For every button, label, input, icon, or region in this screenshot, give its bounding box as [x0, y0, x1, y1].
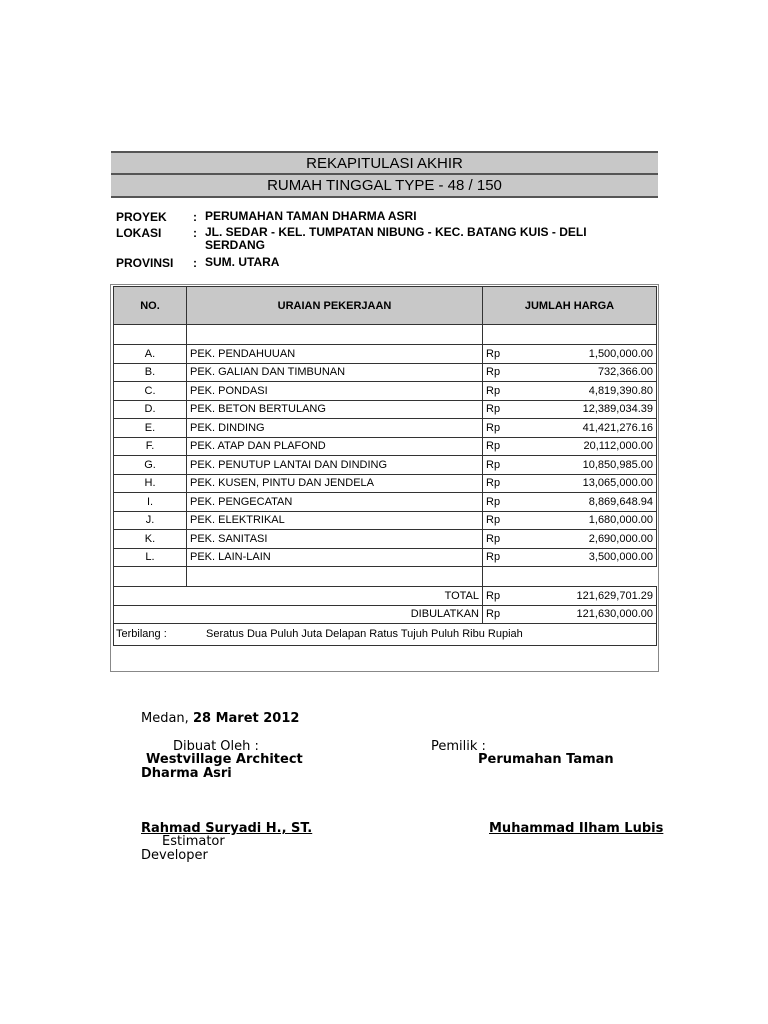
row-no: B.: [114, 363, 187, 382]
table-row: [114, 493, 657, 512]
row-no: K.: [114, 530, 187, 549]
terbilang-value: Seratus Dua Puluh Juta Delapan Ratus Tujuh Puluh Ribu Rupiah: [206, 628, 523, 640]
document-title: REKAPITULASI AKHIR: [111, 151, 658, 174]
table-row: [114, 345, 657, 364]
place: Medan,: [141, 711, 189, 726]
dibulatkan-label: DIBULATKAN: [114, 605, 483, 624]
row-currency: Rp: [483, 474, 513, 493]
total-row: [114, 587, 657, 606]
row-uraian: PEK. DINDING: [187, 419, 483, 438]
row-currency: Rp: [483, 493, 513, 512]
table-row: [114, 382, 657, 401]
row-uraian: PEK. ELEKTRIKAL: [187, 511, 483, 530]
col-header-harga: JUMLAH HARGA: [483, 287, 657, 325]
row-no: L.: [114, 548, 187, 567]
row-no: I.: [114, 493, 187, 512]
table-row: [114, 437, 657, 456]
row-harga: 12,389,034.39: [513, 400, 657, 419]
table-row: [114, 456, 657, 475]
row-uraian: PEK. KUSEN, PINTU DAN JENDELA: [187, 474, 483, 493]
table-spacer-row: [114, 567, 657, 587]
provinsi-colon: :: [193, 256, 197, 270]
row-currency: Rp: [483, 548, 513, 567]
row-harga: 1,500,000.00: [513, 345, 657, 364]
row-currency: Rp: [483, 437, 513, 456]
table-row: [114, 400, 657, 419]
row-harga: 41,421,276.16: [513, 419, 657, 438]
lokasi-colon: :: [193, 226, 197, 240]
row-no: H.: [114, 474, 187, 493]
row-uraian: PEK. LAIN-LAIN: [187, 548, 483, 567]
pemilik-label: Pemilik :: [431, 739, 486, 754]
provinsi-label: PROVINSI: [116, 256, 174, 270]
row-harga: 4,819,390.80: [513, 382, 657, 401]
pemilik-name: Muhammad Ilham Lubis: [489, 821, 664, 836]
row-harga: 13,065,000.00: [513, 474, 657, 493]
row-uraian: PEK. PENGECATAN: [187, 493, 483, 512]
total-value: 121,629,701.29: [513, 587, 657, 606]
document-subtitle: RUMAH TINGGAL TYPE - 48 / 150: [111, 173, 658, 198]
row-uraian: PEK. SANITASI: [187, 530, 483, 549]
pemilik-company: Perumahan Taman: [478, 752, 614, 767]
row-currency: Rp: [483, 419, 513, 438]
terbilang-label: Terbilang :: [116, 628, 167, 640]
row-uraian: PEK. PONDASI: [187, 382, 483, 401]
signature-place-date: [141, 711, 299, 726]
proyek-label: PROYEK: [116, 210, 167, 224]
row-no: A.: [114, 345, 187, 364]
row-uraian: PEK. GALIAN DAN TIMBUNAN: [187, 363, 483, 382]
row-uraian: PEK. BETON BERTULANG: [187, 400, 483, 419]
row-no: J.: [114, 511, 187, 530]
dibulatkan-value: 121,630,000.00: [513, 605, 657, 624]
lokasi-value: JL. SEDAR - KEL. TUMPATAN NIBUNG - KEC. BATANG KUIS - DELI SERDANG: [205, 225, 587, 252]
dibuat-name: Rahmad Suryadi H., ST.: [141, 821, 313, 836]
terbilang-box: [113, 624, 657, 646]
table-row: [114, 363, 657, 382]
row-no: F.: [114, 437, 187, 456]
total-currency: Rp: [483, 587, 513, 606]
total-label: TOTAL: [114, 587, 483, 606]
row-currency: Rp: [483, 382, 513, 401]
row-harga: 20,112,000.00: [513, 437, 657, 456]
pemilik-role: Developer: [141, 848, 208, 863]
row-harga: 3,500,000.00: [513, 548, 657, 567]
row-currency: Rp: [483, 345, 513, 364]
dibulatkan-currency: Rp: [483, 605, 513, 624]
row-currency: Rp: [483, 530, 513, 549]
row-harga: 10,850,985.00: [513, 456, 657, 475]
table-row: [114, 419, 657, 438]
dibuat-role: Estimator: [162, 834, 225, 849]
row-currency: Rp: [483, 456, 513, 475]
table-spacer-row: [114, 325, 657, 345]
row-currency: Rp: [483, 363, 513, 382]
row-currency: Rp: [483, 400, 513, 419]
date: 28 Maret 2012: [192, 711, 300, 726]
table-header-row: [114, 287, 657, 325]
row-currency: Rp: [483, 511, 513, 530]
row-uraian: PEK. PENDAHUUAN: [187, 345, 483, 364]
row-no: C.: [114, 382, 187, 401]
dibuat-company-line2: Dharma Asri: [141, 766, 232, 781]
row-no: G.: [114, 456, 187, 475]
dibulatkan-row: [114, 605, 657, 624]
dibuat-label: Dibuat Oleh :: [173, 739, 259, 754]
proyek-value: PERUMAHAN TAMAN DHARMA ASRI: [205, 209, 417, 223]
provinsi-value: SUM. UTARA: [205, 255, 280, 269]
row-harga: 732,366.00: [513, 363, 657, 382]
col-header-no: NO.: [114, 287, 187, 325]
col-header-uraian: URAIAN PEKERJAAN: [187, 287, 483, 325]
row-uraian: PEK. PENUTUP LANTAI DAN DINDING: [187, 456, 483, 475]
table-row: [114, 474, 657, 493]
row-no: D.: [114, 400, 187, 419]
cost-table: [113, 286, 657, 624]
row-harga: 2,690,000.00: [513, 530, 657, 549]
table-row: [114, 511, 657, 530]
row-harga: 1,680,000.00: [513, 511, 657, 530]
row-no: E.: [114, 419, 187, 438]
lokasi-label: LOKASI: [116, 226, 162, 240]
table-row: [114, 548, 657, 567]
dibuat-company-line1: Westvillage Architect: [146, 752, 303, 767]
row-uraian: PEK. ATAP DAN PLAFOND: [187, 437, 483, 456]
table-row: [114, 530, 657, 549]
proyek-colon: :: [193, 210, 197, 224]
row-harga: 8,869,648.94: [513, 493, 657, 512]
